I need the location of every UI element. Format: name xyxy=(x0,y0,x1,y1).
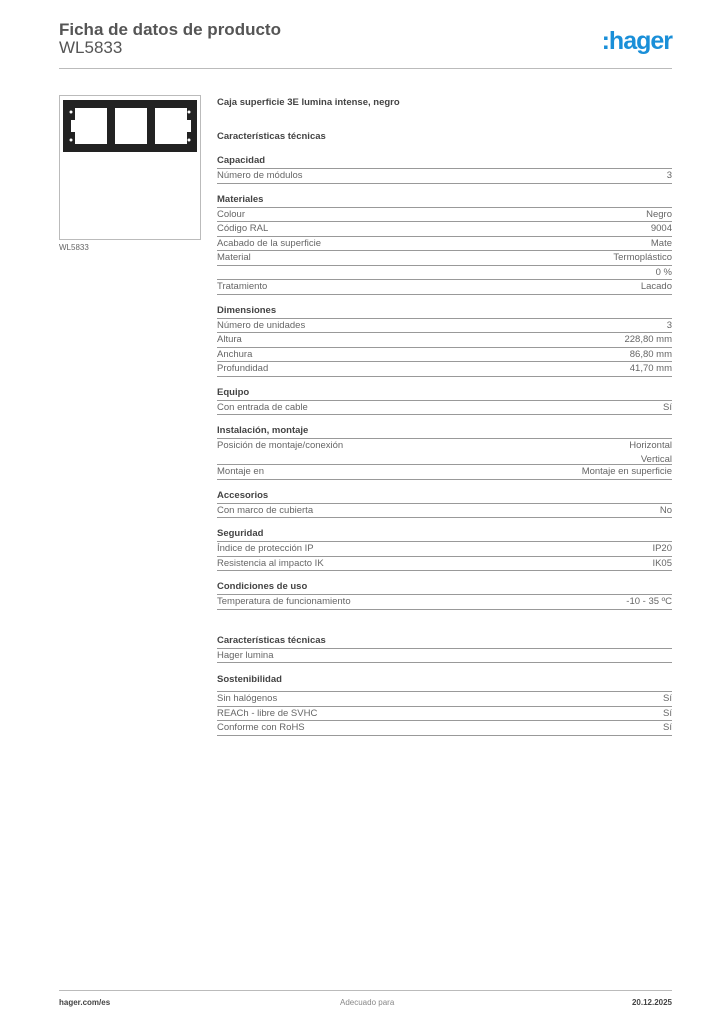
spec-value xyxy=(629,439,672,464)
spec-label: Material xyxy=(217,252,251,263)
spec-row xyxy=(217,542,672,557)
header-divider xyxy=(59,68,672,69)
section-6 xyxy=(217,527,672,571)
section-0 xyxy=(217,154,672,184)
spec-row xyxy=(217,348,672,363)
spec-row xyxy=(217,208,672,223)
frame-image-icon xyxy=(63,100,197,152)
spec-value xyxy=(652,542,672,556)
spec-value xyxy=(651,222,672,236)
spec-value xyxy=(624,333,672,347)
spec-row xyxy=(217,169,672,184)
spec-label: Sin halógenos xyxy=(217,693,278,704)
spec-row xyxy=(217,319,672,334)
spec-value-text: 0 % xyxy=(655,266,672,278)
spec-value-text: Lacado xyxy=(640,281,672,292)
spec-label: REACh - libre de SVHC xyxy=(217,707,318,719)
spec-row xyxy=(217,557,672,572)
footer-date: 20.12.2025 xyxy=(631,998,672,1007)
section-1 xyxy=(217,193,672,295)
spec-value-text: Termoplástico xyxy=(613,252,672,263)
footer-website-link[interactable]: hager.com/es xyxy=(59,998,111,1007)
spec-label: Conforme con RoHS xyxy=(217,722,305,733)
spec-row xyxy=(217,401,672,416)
section-2 xyxy=(217,304,672,377)
spec-value xyxy=(651,237,672,251)
footer-divider xyxy=(59,990,672,991)
spec-label: Profundidad xyxy=(217,363,269,374)
section-4 xyxy=(217,424,672,480)
spec-label: Con marco de cubierta xyxy=(217,504,314,516)
section-5 xyxy=(217,489,672,519)
spec-value-text: IP20 xyxy=(652,543,672,554)
spec-value xyxy=(646,208,672,222)
spec-row xyxy=(217,465,672,480)
spec-value: Sí xyxy=(663,693,672,704)
spec-row xyxy=(217,333,672,348)
spec-value-text: 228,80 mm xyxy=(624,334,672,345)
page-title: Ficha de datos de producto xyxy=(59,20,281,39)
spec-value-text: 9004 xyxy=(650,223,672,234)
spec-row xyxy=(217,280,672,295)
spec-row xyxy=(217,595,672,610)
spec-label: Anchura xyxy=(217,348,253,360)
spec-row xyxy=(217,692,672,707)
spec-label: Acabado de la superficie xyxy=(217,237,322,249)
section-heading: Seguridad xyxy=(217,527,672,542)
spec-value xyxy=(663,401,672,415)
spec-value-text-2: Vertical xyxy=(640,454,672,465)
spec-row xyxy=(217,251,672,266)
spec-value-text: Mate xyxy=(650,237,672,249)
spec-value xyxy=(630,348,672,362)
section-sustainability xyxy=(217,673,672,736)
spec-value xyxy=(641,280,672,294)
spec-value xyxy=(613,251,672,265)
section-heading: Materiales xyxy=(217,193,672,208)
spec-content xyxy=(217,96,672,736)
spec-value xyxy=(656,266,672,280)
section-heading: Capacidad xyxy=(217,154,672,169)
spec-row xyxy=(217,362,672,377)
section-heading: Equipo xyxy=(217,386,672,401)
spec-value-text: Sí xyxy=(663,401,672,413)
spec-value-text: 3 xyxy=(666,319,672,331)
spec-row xyxy=(217,439,672,465)
spec-row xyxy=(217,222,672,237)
spec-row xyxy=(217,237,672,252)
spec-label: Montaje en xyxy=(217,466,265,477)
spec-row xyxy=(217,266,672,281)
image-caption: WL5833 xyxy=(59,243,89,252)
spec-label: Código RAL xyxy=(217,223,269,234)
tech-heading: Características técnicas xyxy=(217,131,326,142)
spec-label: Tratamiento xyxy=(217,281,268,292)
spec-value xyxy=(652,557,672,571)
spec-label: Con entrada de cable xyxy=(217,401,308,413)
spec-value-text: Horizontal xyxy=(629,440,672,451)
section-heading: Instalación, montaje xyxy=(217,424,672,439)
spec-value-text: 3 xyxy=(666,170,672,181)
spec-value-text: Negro xyxy=(646,208,672,220)
product-code: WL5833 xyxy=(59,38,123,57)
spec-label: Altura xyxy=(217,334,242,345)
spec-value xyxy=(660,504,672,518)
spec-label: Posición de montaje/conexión xyxy=(217,440,344,451)
spec-value-text: Montaje en superficie xyxy=(581,466,672,477)
spec-value xyxy=(667,169,672,183)
footer-center: Adecuado para xyxy=(340,998,395,1007)
spec-value-text: No xyxy=(659,504,672,516)
spec-value-text: -10 - 35 ºC xyxy=(626,596,672,607)
spec-value xyxy=(626,595,672,609)
spec-value-text: 41,70 mm xyxy=(629,363,672,374)
spec-row xyxy=(217,504,672,519)
section-3 xyxy=(217,386,672,416)
section-heading: Accesorios xyxy=(217,489,672,504)
spec-value: Sí xyxy=(663,722,672,733)
spec-label: Número de módulos xyxy=(217,170,303,181)
spec-value-text: IK05 xyxy=(652,557,672,569)
section-7 xyxy=(217,580,672,610)
hager-logo: :hager xyxy=(601,27,672,55)
section-heading: Sostenibilidad xyxy=(217,673,672,692)
spec-row xyxy=(217,649,672,664)
spec-label: Número de unidades xyxy=(217,319,306,331)
spec-label: Temperatura de funcionamiento xyxy=(217,596,351,607)
section-extra xyxy=(217,634,672,664)
spec-value xyxy=(667,319,672,333)
spec-value-text: 86,80 mm xyxy=(629,348,672,360)
product-image xyxy=(59,95,201,240)
spec-label: Colour xyxy=(217,208,245,220)
spec-label: Índice de protección IP xyxy=(217,543,314,554)
product-title: Caja superficie 3E lumina intense, negro xyxy=(217,97,400,108)
spec-row xyxy=(217,707,672,722)
spec-value xyxy=(582,465,672,479)
spec-row xyxy=(217,721,672,736)
section-heading: Dimensiones xyxy=(217,304,672,319)
spec-label: Resistencia al impacto IK xyxy=(217,557,324,569)
spec-value xyxy=(630,362,672,376)
section-heading: Características técnicas xyxy=(217,634,672,649)
spec-label: Hager lumina xyxy=(217,649,274,661)
section-heading: Condiciones de uso xyxy=(217,580,672,595)
spec-value: Sí xyxy=(663,707,672,719)
